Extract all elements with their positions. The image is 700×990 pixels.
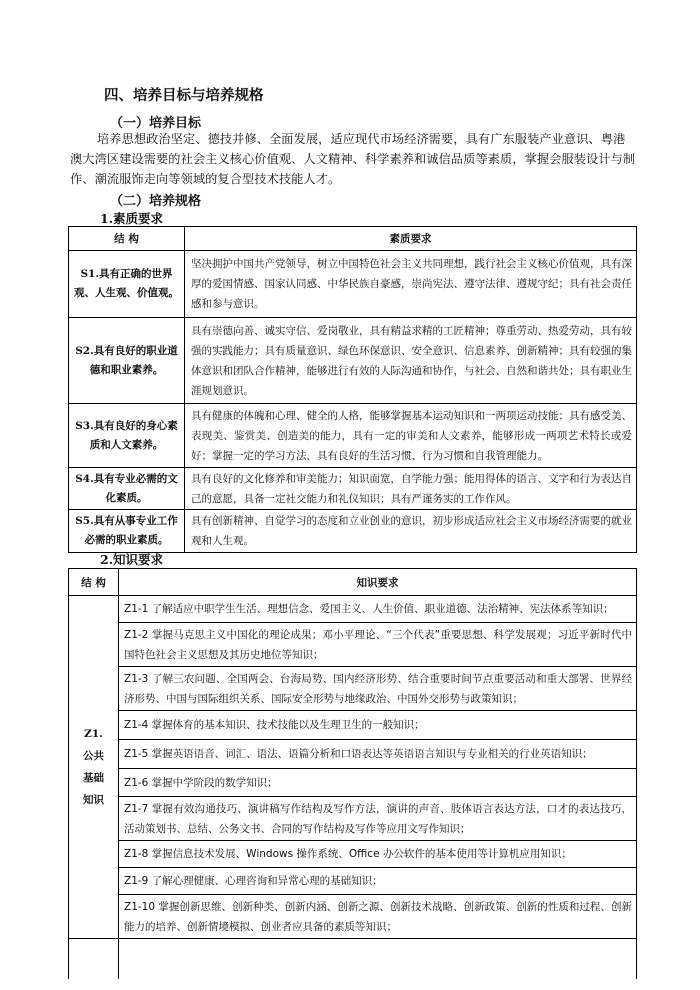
table-row [69,841,637,868]
structure-cell: S2.具有良好的职业道德和职业素养。 [69,318,185,404]
structure-cell: S3.具有良好的身心素质和人文素养。 [69,404,185,468]
table-row [69,740,637,769]
empty-cell [119,939,637,979]
table-continuation-row [69,939,637,979]
knowledge-item: Z1-8 掌握信息技术发展、Windows 操作系统、Office 办公软件的基本使用等计算机应用知识； [119,841,637,868]
table-header-row [69,569,637,596]
goal-heading: （一）培养目标 [110,116,202,131]
table-row [69,797,637,841]
structure-cell: S4.具有专业必需的文化素质。 [69,468,185,510]
quality-heading: 1.素质要求 [100,211,164,226]
table-row [69,623,637,667]
table-row [69,868,637,895]
knowledge-item: Z1-7 掌握有效沟通技巧、演讲稿写作结构及写作方法，演讲的声音、肢体语言表达方法，口才的表达技巧，活动策划书、总结、公务文书、合同的写作结构及写作等应用文写作知识； [119,797,637,841]
section-title: 四、培养目标与培养规格 [104,88,264,104]
quality-table [68,226,637,553]
table-row [69,468,637,510]
table-row [69,895,637,939]
table-row [69,318,637,404]
knowledge-item: Z1-1 了解适应中职学生生活、理想信念、爱国主义、人生价值、职业道德、法治精神、宪法体系等知识； [119,596,637,623]
structure-cell: S5.具有从事专业工作必需的职业素质。 [69,510,185,553]
table-row [69,510,637,553]
col-requirement-header: 素质要求 [185,227,637,251]
knowledge-item: Z1-3 了解三农问题、全国两会、台海局势、国内经济形势、结合重要时间节点重要活动和重大部署、世界经济形势、中国与国际组织关系、国际安全形势与地缘政治、中国外交形势与政策知识； [119,667,637,711]
goal-paragraph: 培养思想政治坚定、德技并修、全面发展，适应现代市场经济需要，具有广东服装产业意识、粤港澳大湾区建设需要的社会主义核心价值观、人文精神、科学素养和诚信品质等素质，掌握会服装设计与制作、潮流服饰走向等领域的复合型技术技能人才。 [70,132,636,186]
knowledge-item: Z1-6 掌握中学阶段的数学知识； [119,769,637,797]
spec-heading: （二）培养规格 [110,194,202,209]
knowledge-heading: 2.知识要求 [100,552,164,567]
requirement-cell: 具有健康的体魄和心理、健全的人格，能够掌握基本运动知识和一两项运动技能；具有感受美、表现美、鉴赏美、创造美的能力，具有一定的审美和人文素养，能够形成一两项艺术特长或爱好；掌握一定的学习方法，具有良好的生活习惯、行为习惯和自我管理能力。 [185,404,637,468]
knowledge-table [68,568,637,979]
requirement-cell: 具有创新精神、自觉学习的态度和立业创业的意识，初步形成适应社会主义市场经济需要的就业观和人生观。 [185,510,637,553]
table-row [69,404,637,468]
requirement-cell: 具有良好的文化修养和审美能力；知识面宽，自学能力强；能用得体的语言、文字和行为表达自己的意愿，具备一定社交能力和礼仪知识；具有严谨务实的工作作风。 [185,468,637,510]
structure-cell: S1.具有正确的世界观、人生观、价值观。 [69,251,185,318]
knowledge-item: Z1-10 掌握创新思维、创新种类、创新内涵、创新之源、创新技术战略、创新政策、创新的性质和过程、创新能力的培养、创新情境模拟、创业者应具备的素质等知识； [119,895,637,939]
knowledge-item: Z1-2 掌握马克思主义中国化的理论成果；邓小平理论、“三个代表”重要思想、科学发展观；习近平新时代中国特色社会主义思想及其历史地位等知识； [119,623,637,667]
table-row [69,667,637,711]
table-row [69,596,637,623]
knowledge-item: Z1-4 掌握体育的基本知识、技术技能以及生理卫生的一般知识； [119,711,637,740]
knowledge-item: Z1-5 掌握英语语音、词汇、语法、语篇分析和口语表达等英语语言知识与专业相关的行业英语知识； [119,740,637,769]
col-structure-header: 结 构 [69,227,185,251]
requirement-cell: 坚决拥护中国共产党领导，树立中国特色社会主义共同理想，践行社会主义核心价值观，具有深厚的爱国情感、国家认同感、中华民族自豪感，崇尚宪法、遵守法律、遵规守纪；具有社会责任感和参与意识。 [185,251,637,318]
group-cell: Z1.公共基础知识 [69,596,119,939]
col-requirement-header: 知识要求 [119,569,637,596]
table-row [69,711,637,740]
knowledge-item: Z1-9 了解心理健康、心理咨询和异常心理的基础知识； [119,868,637,895]
table-row [69,769,637,797]
col-structure-header: 结 构 [69,569,119,596]
empty-cell [69,939,119,979]
requirement-cell: 具有崇德向善、诚实守信、爱岗敬业，具有精益求精的工匠精神；尊重劳动、热爱劳动，具有较强的实践能力；具有质量意识、绿色环保意识、安全意识、信息素养、创新精神；具有较强的集体意识和团队合作精神，能够进行有效的人际沟通和协作，与社会、自然和谐共处；具有职业生涯规划意识。 [185,318,637,404]
table-header-row [69,227,637,251]
table-row [69,251,637,318]
